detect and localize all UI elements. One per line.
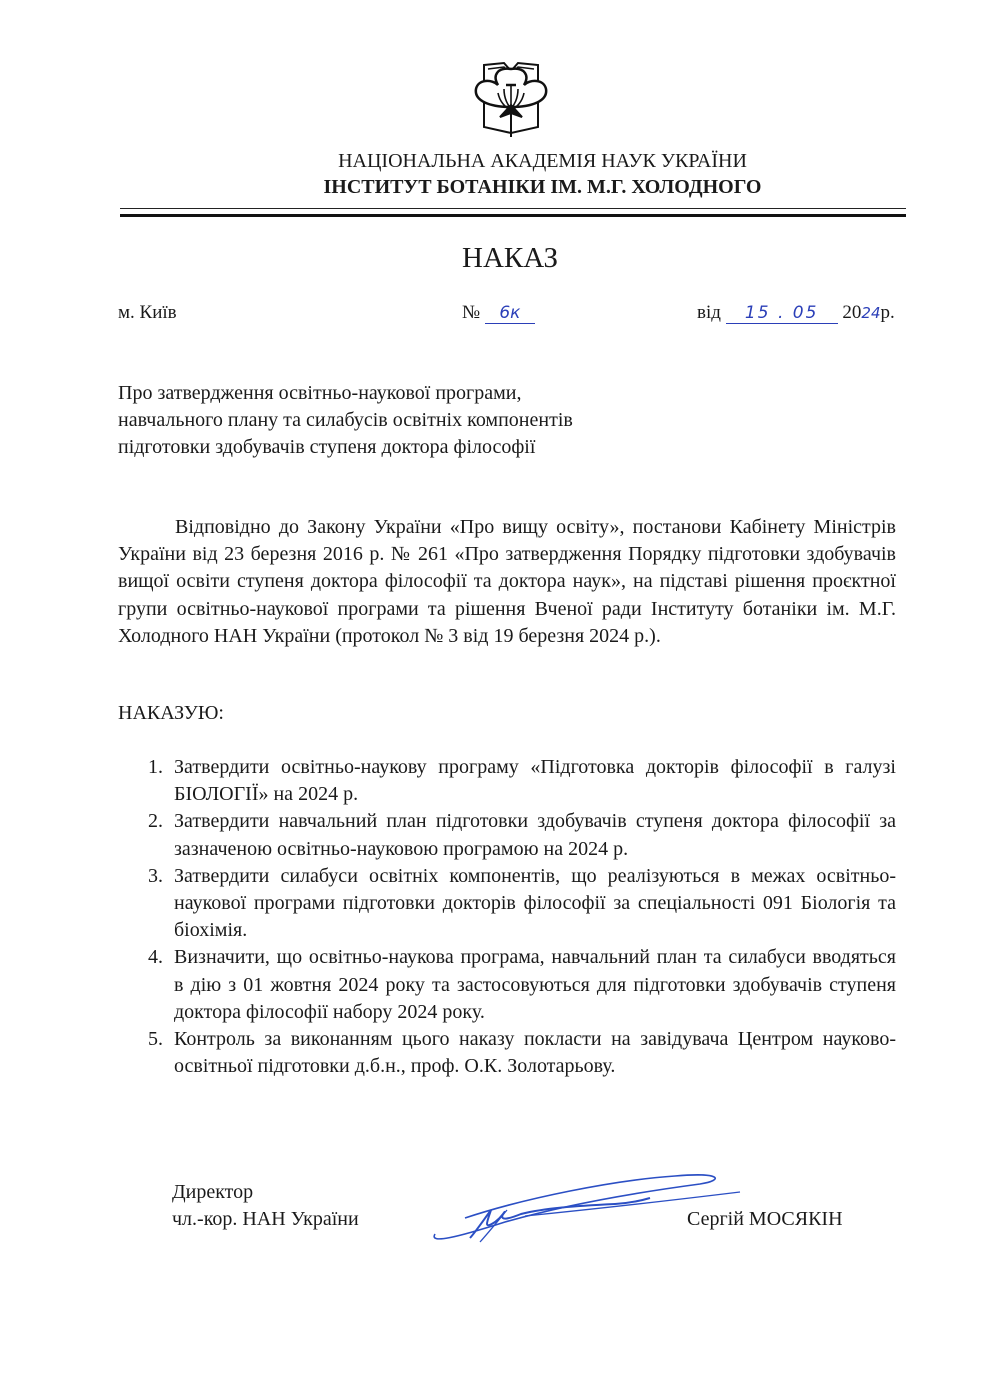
year-suffix: р. <box>880 302 895 323</box>
item-number: 1. <box>148 756 163 778</box>
number-value: 6к <box>485 303 535 324</box>
order-heading: НАКАЗУЮ: <box>118 702 224 724</box>
document-subject <box>118 380 718 461</box>
date-value: 15 . 05 <box>726 303 838 324</box>
item-number: 2. <box>148 810 163 833</box>
order-item <box>118 863 896 945</box>
academy-name: НАЦІОНАЛЬНА АКАДЕМІЯ НАУК УКРАЇНИ <box>338 150 747 172</box>
document-date <box>697 302 895 324</box>
date-label: від <box>697 302 721 323</box>
order-item <box>118 808 896 862</box>
header-divider-thick <box>120 214 906 217</box>
item-number: 4. <box>148 946 163 969</box>
subject-line: Про затвердження освітньо-наукової програми, <box>118 382 522 404</box>
order-item <box>118 944 896 1026</box>
subject-line: підготовки здобувачів ступеня доктора філософії <box>118 436 536 458</box>
year-handwritten: 24 <box>861 304 881 322</box>
order-items-list <box>118 754 896 1080</box>
number-label: № <box>462 302 481 323</box>
item-text: Затвердити навчальний план підготовки здобувачів ступеня доктора філософії за зазначеною освітньо-науковою програмою на 2024 р. <box>174 810 896 860</box>
year-prefix: 20 <box>842 302 862 323</box>
item-number: 5. <box>148 1028 163 1051</box>
signer-title: чл.-кор. НАН України <box>172 1208 359 1230</box>
subject-line: навчального плану та силабусів освітніх компонентів <box>118 409 573 431</box>
institute-name: ІНСТИТУТ БОТАНІКИ ІМ. М.Г. ХОЛОДНОГО <box>323 176 762 198</box>
order-item <box>118 754 896 808</box>
item-text: Контроль за виконанням цього наказу покласти на завідувача Центром науково-освітньої підготовки д.б.н., проф. О.К. Золотарьову. <box>174 1028 896 1078</box>
item-text: Визначити, що освітньо-наукова програма, навчальний план та силабуси вводяться в дію з 01 жовтня 2024 року та застосовуються для підготовки здобувачів ступеня доктора філософії набору 2024 року. <box>174 946 896 1023</box>
item-text: Затвердити силабуси освітніх компонентів, що реалізуються в межах освітньо-наукової програми підготовки докторів філософії за спеціальності 091 Біологія та біохімія. <box>174 864 896 942</box>
document-title: НАКАЗ <box>462 242 558 274</box>
item-number: 3. <box>148 864 163 887</box>
document-number <box>462 302 535 324</box>
document-city: м. Київ <box>118 302 177 323</box>
institute-logo-icon <box>470 55 552 147</box>
item-text: Затвердити освітньо-наукову програму «Підготовка докторів філософії в галузі БІОЛОГІЇ» на 2024 р. <box>174 756 896 806</box>
header-divider-thin <box>120 208 906 209</box>
signer-name: Сергій МОСЯКІН <box>687 1208 843 1230</box>
order-item <box>118 1026 896 1080</box>
signer-position: Директор <box>172 1181 254 1203</box>
preamble-paragraph: Відповідно до Закону України «Про вищу освіту», постанови Кабінету Міністрів України від 23 березня 2016 р. № 261 «Про затвердження Порядку підготовки здобувачів вищої освіти ступеня доктора філософії та доктора наук», на підставі рішення проєктної групи освітньо-наукової програми та рішення Вченої ради Інституту ботаніки ім. М.Г. Холодного НАН України (протокол № 3 від 19 березня 2024 р.). <box>118 516 896 647</box>
